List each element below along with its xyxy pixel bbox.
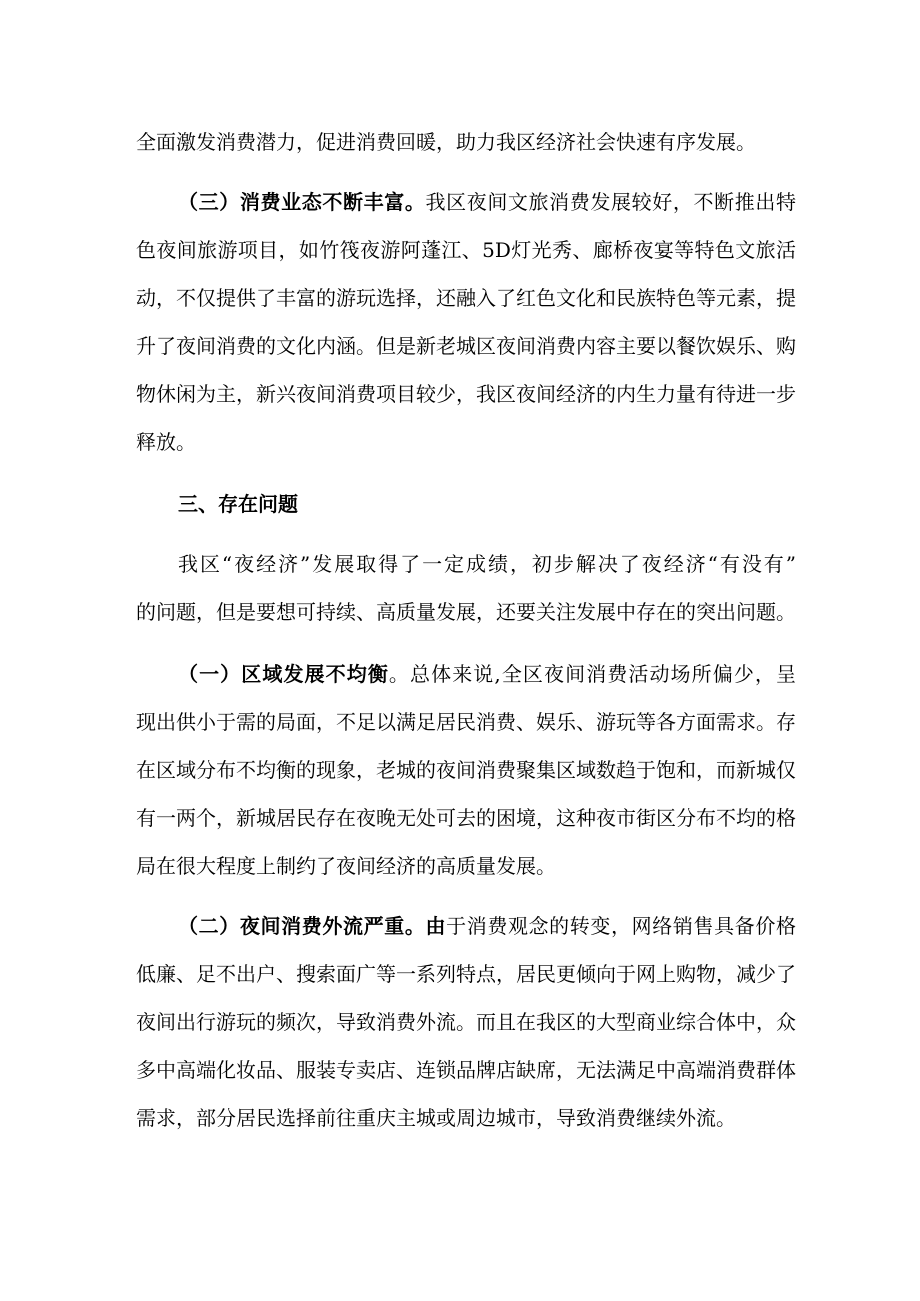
paragraph-line: 升了夜间消费的文化内涵。但是新老城区夜间消费内容主要以餐饮娱乐、购 xyxy=(136,334,796,358)
paragraph-first-line xyxy=(178,912,796,940)
paragraph-line: 夜间出行游玩的频次，导致消费外流。而且在我区的大型商业综合体中，众 xyxy=(136,1010,796,1034)
paragraph-heading: （一）区域发展不均衡 xyxy=(178,662,389,686)
paragraph-line: 局在很大程度上制约了夜间经济的高质量发展。 xyxy=(136,854,556,878)
paragraph-line: 在区域分布不均衡的现象，老城的夜间消费聚集区域数趋于饱和，而新城仅 xyxy=(136,758,796,782)
paragraph-line: 全面激发消费潜力，促进消费回暖，助力我区经济社会快速有序发展。 xyxy=(136,130,756,154)
paragraph-text: 于消费观念的转变，网络销售具备价格 xyxy=(446,914,797,938)
paragraph-first-line: 我区“夜经济”发展取得了一定成绩，初步解决了夜经济“有没有” xyxy=(178,552,796,576)
paragraph-heading: （三）消费业态不断丰富。 xyxy=(178,190,426,214)
paragraph-line: 释放。 xyxy=(136,430,196,454)
paragraph-line: 动，不仅提供了丰富的游玩选择，还融入了红色文化和民族特色等元素，提 xyxy=(136,286,796,310)
paragraph-heading: （二）夜间消费外流严重。由 xyxy=(178,914,447,938)
paragraph-line: 的问题，但是要想可持续、高质量发展，还要关注发展中存在的突出问题。 xyxy=(136,600,796,624)
paragraph-text: 。总体来说,全区夜间消费活动场所偏少，呈 xyxy=(388,662,797,686)
paragraph-line: 物休闲为主，新兴夜间消费项目较少，我区夜间经济的内生力量有待进一步 xyxy=(136,382,796,406)
paragraph-line: 多中高端化妆品、服装专卖店、连锁品牌店缺席，无法满足中高端消费群体 xyxy=(136,1058,796,1082)
paragraph-line: 低廉、足不出户、搜索面广等一系列特点，居民更倾向于网上购物，减少了 xyxy=(136,962,796,986)
paragraph-text: 我区夜间文旅消费发展较好，不断推出特 xyxy=(425,190,797,214)
paragraph-line: 有一两个，新城居民存在夜晚无处可去的困境，这种夜市街区分布不均的格 xyxy=(136,806,796,830)
paragraph-first-line xyxy=(178,188,796,216)
paragraph-line: 现出供小于需的局面，不足以满足居民消费、娱乐、游玩等各方面需求。存 xyxy=(136,710,796,734)
section-title: 三、存在问题 xyxy=(178,492,298,516)
paragraph-first-line xyxy=(178,660,796,688)
paragraph-line: 色夜间旅游项目，如竹筏夜游阿蓬江、5D灯光秀、廊桥夜宴等特色文旅活 xyxy=(136,238,796,262)
paragraph-line: 需求，部分居民选择前往重庆主城或周边城市，导致消费继续外流。 xyxy=(136,1106,736,1130)
